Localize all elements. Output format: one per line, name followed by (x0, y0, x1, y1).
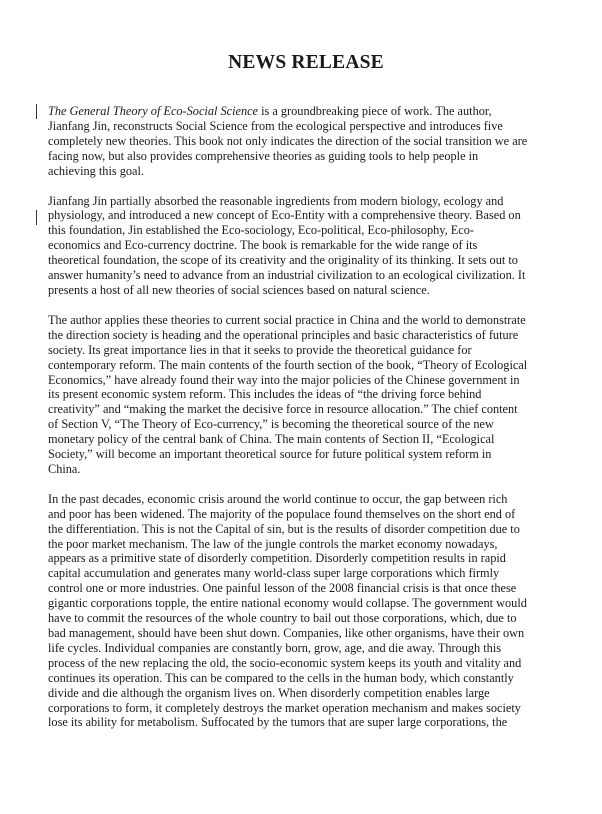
text-line: Society,” will become an important theoretical source for future political system reform in (48, 447, 492, 462)
text-line: The General Theory of Eco-Social Science is a groundbreaking piece of work. The author, (48, 104, 492, 118)
paragraph (48, 194, 568, 298)
paragraph (48, 492, 568, 731)
revision-bar (36, 210, 37, 225)
text-line: monetary policy of the central bank of China. The main contents of Section II, “Ecological (48, 432, 495, 447)
text-line: the poor market mechanism. The law of the jungle controls the market economy nowadays, (48, 536, 498, 551)
text-line: In the past decades, economic crisis around the world continue to occur, the gap between rich (48, 491, 508, 506)
text-line: China. (48, 461, 81, 476)
text-line: completely new theories. This book not only indicates the direction of the social transition we are (48, 133, 528, 148)
text-line: creativity” and “making the market the decisive force in resource allocation.” The chief content (48, 402, 518, 417)
text-line: The author applies these theories to current social practice in China and the world to demonstrate (48, 312, 526, 327)
text-line: answer humanity’s need to advance from an industrial civilization to an ecological civilization. It (48, 268, 526, 283)
text-line: Jianfang Jin, reconstructs Social Science from the ecological perspective and introduces five (48, 118, 503, 133)
paragraph (48, 104, 568, 179)
text-line: economics and Eco-currency doctrine. The book is remarkable for the wide range of its (48, 238, 478, 253)
page-title: NEWS RELEASE (228, 52, 384, 73)
text-line: divide and die although the organism lives on. When disorderly competition enables large (48, 685, 490, 700)
text-line: presents a host of all new theories of social sciences based on natural science. (48, 282, 430, 297)
text-line: facing now, but also provides comprehensive theories as guiding tools to help people in (48, 148, 479, 163)
book-title-italic: The General Theory of Eco-Social Science (48, 104, 259, 118)
text-line: process of the new replacing the old, the socio-economic system keeps its youth and vitality and (48, 655, 522, 670)
text-line: control one or more industries. One painful lesson of the 2008 financial crisis is that once these (48, 581, 517, 596)
text-line: appears as a primitive state of disorderly competition. Disorderly competition results in rapid (48, 551, 506, 566)
text-line: have to commit the resources of the whole country to bail out those corporations, which, due to (48, 611, 517, 626)
text-line: this foundation, Jin established the Eco-sociology, Eco-political, Eco-philosophy, Eco- (48, 223, 474, 238)
text-line: of Section V, “The Theory of Eco-currency,” is becoming the theoretical source of the new (48, 417, 494, 432)
text-line: gigantic corporations topple, the entire national economy would collapse. The government would (48, 596, 527, 611)
body-text (48, 104, 568, 745)
text-line: society. Its great importance lies in that it seeks to provide the theoretical guidance for (48, 342, 472, 357)
text-line: life cycles. Individual companies are constantly born, grow, age, and die away. Through this (48, 640, 502, 655)
text-line: the differentiation. This is not the Capital of sin, but is the results of disorder competition due to (48, 521, 520, 536)
text-line: theoretical foundation, the scope of its creativity and the originality of its thinking. It sets out to (48, 253, 518, 268)
paragraph (48, 313, 568, 477)
text-line: lose its ability for metabolism. Suffocated by the tumors that are super large corporations, the (48, 715, 508, 730)
text-line: continues its operation. This can be compared to the cells in the human body, which constantly (48, 670, 514, 685)
text-line: Jianfang Jin partially absorbed the reasonable ingredients from modern biology, ecology and (48, 193, 504, 208)
text-line: the direction society is heading and the operational principles and basic characteristics of future (48, 327, 519, 342)
text-line: bad management, should have been shut down. Companies, like other organisms, have their own (48, 626, 525, 640)
text-line: corporations to form, it completely destroys the market operation mechanism and makes society (48, 700, 521, 715)
text-line: its present economic system reform. This includes the ideas of “the driving force behind (48, 387, 482, 402)
text-line: capital accumulation and generates many world-class super large corporations which firmly (48, 566, 500, 581)
text-line: and poor has been widened. The majority of the populace found themselves on the short end of (48, 506, 516, 521)
text-line: achieving this goal. (48, 163, 144, 178)
revision-bar (36, 104, 37, 119)
text-line: Economics,” have already found their way into the major policies of the Chinese government in (48, 372, 520, 387)
text-line: contemporary reform. The main contents of the fourth section of the book, “Theory of Ecological (48, 357, 528, 372)
text-line: physiology, and introduced a new concept of Eco-Entity with a comprehensive theory. Based on (48, 208, 521, 223)
